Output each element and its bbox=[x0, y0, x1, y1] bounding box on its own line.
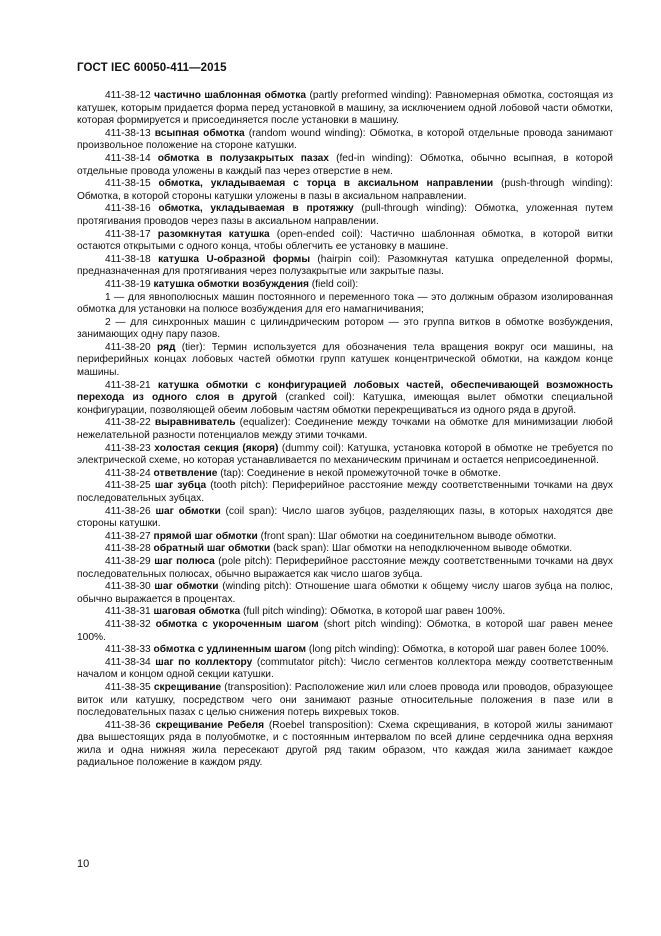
entry-411-38-29: 411-38-29 шаг полюса (pole pitch): Периферийное расстояние между соответственными точками на двух последовательных полюсах, обычно выражается как число шагов зубца. bbox=[77, 555, 613, 580]
entry-411-38-16: 411-38-16 обмотка, укладываемая в протяжку (pull-through winding): Обмотка, уложенная путем протягивания проводов через пазы в аксиальном направлении. bbox=[77, 203, 613, 227]
entry-411-38-15: 411-38-15 обмотка, укладываемая с торца в аксиальном направлении (push-through winding): Обмотка, в которой стороны катушки уложены в пазы в аксиальном направлении. bbox=[77, 178, 613, 202]
entry-411-38-30: 411-38-30 шаг обмотки (winding pitch): Отношение шага обмотки к общему числу шагов зубца на полюс, обычно выражается в процентах. bbox=[77, 581, 613, 605]
entry-411-38-24: 411-38-24 ответвление (tap): Соединение в некой промежуточной точке в обмотке. bbox=[105, 467, 501, 479]
entry-411-38-32: 411-38-32 обмотка с укороченным шагом (short pitch winding): Обмотка, в которой шаг равен менее 100%. bbox=[77, 618, 613, 643]
page-number: 10 bbox=[77, 858, 90, 870]
document-header: ГОСТ IEC 60050-411—2015 bbox=[77, 62, 227, 74]
entry-411-38-20: 411-38-20 ряд (tier): Термин используется для обозначения тела вращения вокруг оси машины, на периферийных концах лобовых частей обмотки групп катушек концентрической обмотки, на каждом конце машины. bbox=[77, 341, 613, 379]
entry-411-38-26: 411-38-26 шаг обмотки (coil span): Число шагов зубцов, разделяющих пазы, в которых находятся две стороны катушки. bbox=[77, 505, 613, 530]
entry-411-38-34: 411-38-34 шаг по коллектору (commutator pitch): Число сегментов коллектора между соответственным началом и концом одной секции катушки. bbox=[77, 656, 613, 681]
entry-411-38-22: 411-38-22 выравниватель (equalizer): Соединение между точками на обмотке для минимизации любой нежелательной разности потенциалов между этими точками. bbox=[77, 417, 613, 442]
entry-411-38-19-item-1: 1 — для явнополюсных машин постоянного и переменного тока — это должным образом изолированная обмотка для установки на полюсе возбуждения для его намагничивания; bbox=[77, 291, 613, 316]
entry-411-38-18: 411-38-18 катушка U-образной формы (hairpin coil): Разомкнутая катушка определенной формы, предназначенная для протягивания через полузакрытые или закрытые пазы. bbox=[77, 253, 614, 278]
entry-411-38-14: 411-38-14 обмотка в полузакрытых пазах (fed-in winding): Обмотка, обычно всыпная, в которой отдельные провода уложены в каждый паз через отверстие в нем. bbox=[77, 152, 613, 177]
entry-411-38-12: 411-38-12 частично шаблонная обмотка (partly preformed winding): Равномерная обмотка, состоящая из катушек, которым придается форма перед установкой в машину, за исключением одной лобовой части обмотки, которая формируется и присоединяется после установки в машину. bbox=[77, 90, 613, 127]
entry-411-38-33: 411-38-33 обмотка с удлиненным шагом (long pitch winding): Обмотка, в которой шаг равен более 100%. bbox=[105, 644, 609, 656]
entry-411-38-13: 411-38-13 всыпная обмотка (random wound winding): Обмотка, в которой отдельные провода занимают произвольное положение на стороне катушки. bbox=[77, 127, 613, 152]
document-body bbox=[77, 90, 613, 770]
entry-411-38-31: 411-38-31 шаговая обмотка (full pitch winding): Обмотка, в которой шаг равен 100%. bbox=[105, 606, 506, 618]
entry-411-38-19-item-2: 2 — для синхронных машин с цилиндрическим ротором — это группа витков в обмотке возбуждения, занимающих одну пару пазов. bbox=[77, 316, 613, 341]
entry-411-38-27: 411-38-27 прямой шаг обмотки (front span): Шаг обмотки на соединительном выводе обмотки. bbox=[105, 530, 557, 542]
entry-411-38-23: 411-38-23 холостая секция (якоря) (dummy coil): Катушка, установка которой в обмотке не требуется по электрической схеме, но которая устанавливается по механическим причинам и остается неприсоединенной. bbox=[77, 442, 613, 467]
entry-411-38-36: 411-38-36 скрещивание Ребеля (Roebel transposition): Схема скрещивания, в которой жилы занимают два вышестоящих ряда в полуобмотке, и с постоянным интервалом по всей длине сердечника одна верхняя жила и одна нижняя жила пересекают другой ряд таким образом, что каждая жила занимает каждое радиальное положение в каждом ряду. bbox=[77, 719, 613, 769]
entry-411-38-35: 411-38-35 скрещивание (transposition): Расположение жил или слоев провода или проводов, образующее виток или катушку, посредством чего они занимают разные относительные положения в пазе или в последовательных пазах с целью снижения потерь вихревых токов. bbox=[77, 681, 613, 719]
entry-411-38-19: 411-38-19 катушка обмотки возбуждения (field coil): bbox=[105, 278, 359, 290]
entry-411-38-25: 411-38-25 шаг зубца (tooth pitch): Периферийное расстояние между соответственными точками на двух последовательных зубцах. bbox=[77, 480, 613, 504]
entry-411-38-17: 411-38-17 разомкнутая катушка (open-ended coil): Частично шаблонная обмотка, в которой витки остаются открытыми с одного конца, чтобы облегчить ее установку в машине. bbox=[77, 228, 613, 253]
entry-411-38-21: 411-38-21 катушка обмотки с конфигурацией лобовых частей, обеспечивающей возможность перехода из одного слоя в другой (cranked coil): Катушка, имеющая вылет обмотки специальной конфигурации, позволяющей обеим лобовым частям обмотки перекрещиваться из одного ряда в другой. bbox=[77, 379, 613, 416]
entry-411-38-28: 411-38-28 обратный шаг обмотки (back span): Шаг обмотки на неподключенном выводе обмотки. bbox=[105, 543, 573, 555]
